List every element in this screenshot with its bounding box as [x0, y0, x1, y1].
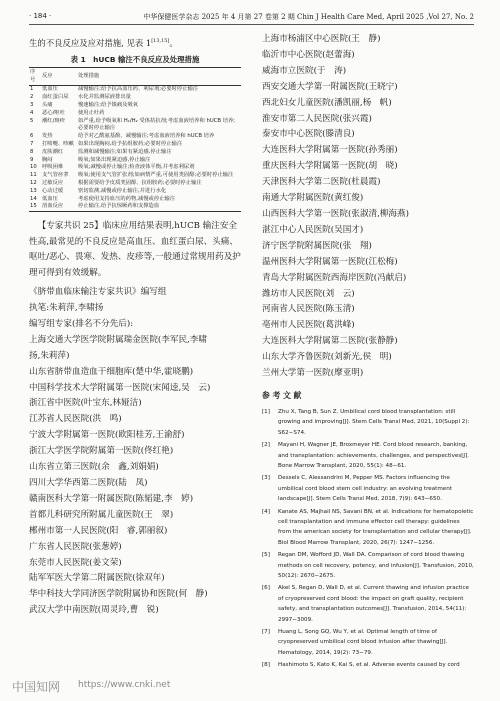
table-cell: 血红蛋白尿: [42, 94, 69, 101]
author-line: 威海市立医院(于 涛): [262, 65, 347, 76]
page-number: · 184 ·: [29, 12, 52, 20]
author-line: 宁波大学附属第一医院(欧阳桂芳,王渝舒): [29, 430, 185, 441]
cnki-url[interactable]: https://www.cnki.net: [78, 680, 171, 690]
table-header-cell: 反应: [41, 67, 77, 86]
author-line: 南通大学附属医院(黄红俊): [262, 193, 364, 204]
reference-text: Mayani H, Wagner JE, Broxmeyer HE. Cord blood research, banking, and transplantation: achievements, challenges, and perspectives[J]. Bone Marrow Transplant, 2020, 55(1): 48−61.: [278, 442, 470, 469]
table-header-cell: 处理措施: [77, 67, 241, 86]
table-cell: 如果出现胸闷,给予抗组胺药;必要时停止输注: [78, 140, 183, 147]
author-line: 扬,朱莉萍): [29, 350, 70, 361]
table-row: [29, 164, 241, 172]
table-cell: 低血压: [42, 195, 58, 202]
consensus-text: 临床应用结果表明,hUCB 输注安全性高,最常见的不良反应是高血压、血红蛋白尿、头痛、呕吐/恶心、畏寒、发热、皮疹等,一般通过常规用药及护理可得到有效缓解。: [29, 221, 241, 278]
table-cell: 心动过缓: [42, 187, 64, 194]
table-row: [29, 149, 241, 157]
table-cell: 如严重,给予吸氧和 H₁/H₂ 受体拮抗剂;考虑血液培养和 hUCB 培养;必要时停止输注: [78, 117, 236, 132]
table-cell: 3: [30, 101, 34, 108]
table-cell: 12: [30, 179, 37, 186]
author-line: 山东省立第三医院(余 鑫,刘娟娟): [29, 462, 159, 473]
reference-item: [262, 440, 474, 471]
author-line: 临沂市中心医院(赵蕾海): [262, 49, 355, 60]
table-cell: 皮肤潮红: [42, 148, 64, 155]
table-cell: 慢速输注;给予镇痛及吸氧: [78, 101, 139, 108]
table-cell: 溶血反应: [41, 203, 77, 211]
table-cell: 呼吸困难: [42, 164, 64, 171]
table-cell: 胸闷: [42, 156, 53, 163]
reference-number: [6]: [262, 585, 270, 592]
table-cell: 10: [30, 164, 37, 171]
author-line: 泰安市中心医院(滕清良): [262, 129, 355, 140]
table-cell: 头痛: [42, 101, 53, 108]
author-line: 济宁医学院附属医院(张 翔): [262, 240, 372, 251]
intro-citation[interactable]: [13,15]: [151, 38, 170, 44]
table-cell: 15: [29, 203, 41, 211]
reference-item: [262, 660, 474, 670]
table-cell: 低血压: [42, 86, 58, 93]
author-line: 浙江大学医学院附属第一医院(佟红艳): [29, 446, 174, 457]
author-line: 大连医科大学附属第一医院(孙秀丽): [262, 145, 398, 156]
table-cell: 吸氧;减慢或停止输注;检查液体平衡,并考虑利尿剂: [78, 164, 195, 171]
reference-text: Huang L, Song GQ, Wu Y, et al. Optimal length of time of cryopreserved umbilical cord blood infusion after thawing[J]. Hematology, 2014, 19(2): 73−79.: [278, 629, 448, 656]
table-cell: 密切监测,减慢或停止输注,并进行水化: [78, 187, 167, 194]
table-cell: 14: [30, 195, 37, 202]
reference-item: [262, 583, 474, 625]
reference-text: Akel S, Regan D, Wall D, et al. Current thawing and infusion practice of cryopreserved cord blood: the impact on graft quality, recipient safety, and transplantation outcomes[J]. Transfusion, 2014, 54(11): 2997−3009.: [278, 585, 469, 623]
table-row: [29, 188, 241, 196]
table-row: [29, 133, 241, 141]
table-header-row: [29, 67, 241, 86]
table-row: [29, 86, 241, 94]
reference-item: [262, 507, 474, 549]
author-line: 郴州市第一人民医院(阳 睿,郭丽叙): [29, 525, 168, 536]
journal-title: 中华保健医学杂志 2025 年 4 月第 27 卷第 2 期 Chin J Health Care Med, April 2025 ,Vol 27, No. 2: [143, 13, 474, 21]
table-cell: 11: [30, 172, 37, 179]
table-cell: 1: [30, 86, 34, 93]
header-rule: [29, 24, 474, 25]
table-cell: 根据需要给予皮质类固醇、抗组胺药;必要时停止输注: [78, 179, 202, 186]
table-row: [29, 110, 241, 118]
table-cell: 减慢输注;给予抗高血压药、利尿剂;必要时停止输注: [78, 86, 199, 93]
reference-text: Hashimoto S, Kato K, Kai S, et al. Adverse events caused by cord: [278, 662, 460, 669]
reference-number: [3]: [262, 475, 270, 482]
author-line: 山东省脐带血造血干细胞库(楚中华,霍晓鹏): [29, 366, 194, 377]
table-row: [29, 180, 241, 188]
author-line: 武汉大学中南医院(周灵玲,曹 锐): [29, 605, 159, 616]
page-header: [29, 10, 474, 24]
author-line: 天津医科大学第二医院(杜晨霞): [262, 177, 381, 188]
reference-number: [7]: [262, 629, 270, 636]
author-line: 河南省人民医院(陈玉清): [262, 304, 355, 315]
consensus-paragraph: [29, 219, 241, 281]
reference-number: [1]: [262, 408, 270, 415]
reference-item: [262, 473, 474, 504]
author-line: 中国科学技术大学附属第一医院(宋闻逵,吴 云): [29, 382, 211, 393]
table-caption: 表 1 hUCB 输注不良反应及处理措施: [70, 54, 200, 64]
reference-text: Kanate AS, Majhail NS, Savani BN, et al. Indications for hematopoietic cell transplantation and immune effector cell therapy: guidelines from the american society for transplantation and cellular therapy[J]. Biol Blood Marrow Transplant, 2020, 26(7): 1247−1256.: [278, 508, 474, 546]
table-cell: 9: [30, 156, 34, 163]
author-line: 重庆医科大学附属第一医院(胡 晓): [262, 161, 398, 172]
author-line: 首都儿科研究所附属儿童医院(王 翠): [29, 509, 174, 520]
table-row: [29, 172, 241, 180]
hospital-list: [262, 32, 474, 382]
author-line: 湛江中心人民医院(吴国才): [262, 224, 364, 235]
table-cell: 过敏反应: [42, 179, 64, 186]
author-line: 大连医科大学附属第二医院(张静静): [262, 336, 398, 347]
author-line: 广东省人民医院(张葱婷): [29, 541, 122, 552]
author-line: 编写组专家(排名不分先后):: [29, 318, 134, 329]
left-column: [29, 32, 241, 619]
author-line: 兰州大学第一医院(摩亚明): [262, 368, 364, 379]
table-cell: 5: [30, 117, 34, 124]
intro-end: 。: [169, 37, 178, 48]
table-cell: 给予对乙酰氨基酚、减慢输注;考虑血液培养和 hUCB 培养: [78, 133, 215, 140]
reference-text: Dessels C, Alessandrini M, Pepper MS. Factors influencing the umbilical cord blood stem cell industry: an evolving treatment landscape[J]. Stem Cells Transl Med, 2018, 7(9): 643−650.: [278, 475, 452, 503]
reference-text: Regan DM, Wofford JD, Wall DA. Comparison of cord blood thawing methods on cell recovery, potency, and infusion[J]. Transfusion, 2010, 50(12): 2670−2675.: [278, 552, 474, 580]
author-line: 上海市杨浦区中心医院(王 静): [262, 34, 381, 44]
author-list: [29, 285, 241, 619]
reference-item: [262, 407, 474, 438]
author-line: 赣南医科大学第一附属医院(陈韬建,李 婷): [29, 493, 194, 504]
table-cell: 监测和减慢输注;如果有紧迫感,停止输注: [78, 148, 172, 155]
reference-number: [5]: [262, 552, 270, 559]
reference-text: Zhu X, Tang B, Sun Z. Umbilical cord blood transplantation: still growing and improving[J]. Stem Cells Transl Med, 2021, 10(Suppl 2): S62−S74.: [278, 408, 470, 436]
intro-paragraph: [29, 34, 241, 50]
author-line: 亳州市人民医院(葛洪峰): [262, 320, 355, 331]
reference-number: [2]: [262, 442, 270, 449]
table-cell: 7: [30, 140, 34, 147]
author-line: 上海交通大学医学院附属瑞金医院(李军民,李啸: [29, 334, 207, 345]
references-title: 参 考 文 献: [262, 390, 302, 400]
table-cell: 水化并监测尿液排出量: [78, 94, 131, 101]
author-line: 青岛大学附属医院西海岸医院(冯献启): [262, 272, 407, 283]
author-line: 陆军军医大学第二附属医院(徐双年): [29, 573, 165, 584]
author-line: 《脐带血临床输注专家共识》编写组: [29, 287, 167, 298]
table-row: [29, 141, 241, 149]
table-cell: 打喷嚏、咳嗽: [42, 140, 74, 147]
table-cell: 6: [30, 133, 34, 140]
author-line: 四川大学华西第二医院(陆 凤): [29, 478, 148, 489]
cnki-logo: 中国知网: [12, 680, 61, 694]
author-line: 西北妇女儿童医院(潘凯丽,杨 帆): [262, 97, 392, 108]
author-line: 淮安市第二人民医院(张兴霞): [262, 113, 372, 124]
table-cell: 使用止吐药: [78, 109, 105, 116]
author-line: 山东大学齐鲁医院(刘新光,侯 明): [262, 352, 392, 363]
table-cell: 吸氧;如果出现紧迫感,停止输注: [78, 156, 151, 163]
table-cell: 4: [30, 109, 34, 116]
table-cell: 支气管痉挛: [42, 172, 69, 179]
author-line: 西安交通大学第一附属医院(王晓宁): [262, 81, 398, 92]
table-cell: 考虑使用支持血压的药物,减慢或停止输注: [78, 195, 176, 202]
author-line: 潍坊市人民医院(刘 云): [262, 288, 355, 299]
intro-text: 生的不良反应及应对措施, 见表 1: [29, 37, 152, 48]
table-cell: 吸氧;使用支气管扩张剂;如病情严重,可使用类固醇;必要时停止输注: [78, 172, 234, 179]
right-column: [262, 32, 474, 673]
table-row: [29, 203, 241, 211]
table-row: [29, 118, 241, 134]
adverse-reaction-table: [29, 67, 241, 212]
author-line: 浙江省中医院(叶宝东,林娅洁): [29, 398, 142, 409]
reference-item: [262, 627, 474, 658]
table-cell: 停止输注,给予抗惊厥药和支撑造血: [77, 203, 241, 211]
table-row: [29, 102, 241, 110]
table-cell: 8: [30, 148, 34, 155]
table-cell: 潮红/斑疹: [42, 117, 65, 124]
table-cell: 发热: [42, 133, 53, 140]
author-line: 山西医科大学第一医院(张淑清,柳海燕): [262, 208, 409, 219]
author-line: 温州医科大学附属第一医院(江松梅): [262, 256, 398, 267]
consensus-label: 【专家共识 25】: [37, 221, 103, 232]
table-cell: 13: [30, 187, 37, 194]
table-row: [29, 94, 241, 102]
reference-number: [4]: [262, 508, 270, 515]
reference-number: [8]: [262, 662, 270, 669]
author-line: 江苏省人民医院(洪 鸣): [29, 414, 122, 425]
table-header-cell: 序号: [29, 67, 41, 86]
table-cell: 恶心/呕吐: [42, 109, 65, 116]
author-line: 华中科技大学同济医学院附属协和医院(何 静): [29, 589, 208, 600]
reference-item: [262, 550, 474, 581]
references-list: [262, 407, 474, 671]
author-line: 东莞市人民医院(姜文荣): [29, 557, 122, 568]
author-line: 执笔:朱莉萍,李啸扬: [29, 303, 104, 314]
table-cell: 2: [30, 94, 34, 101]
